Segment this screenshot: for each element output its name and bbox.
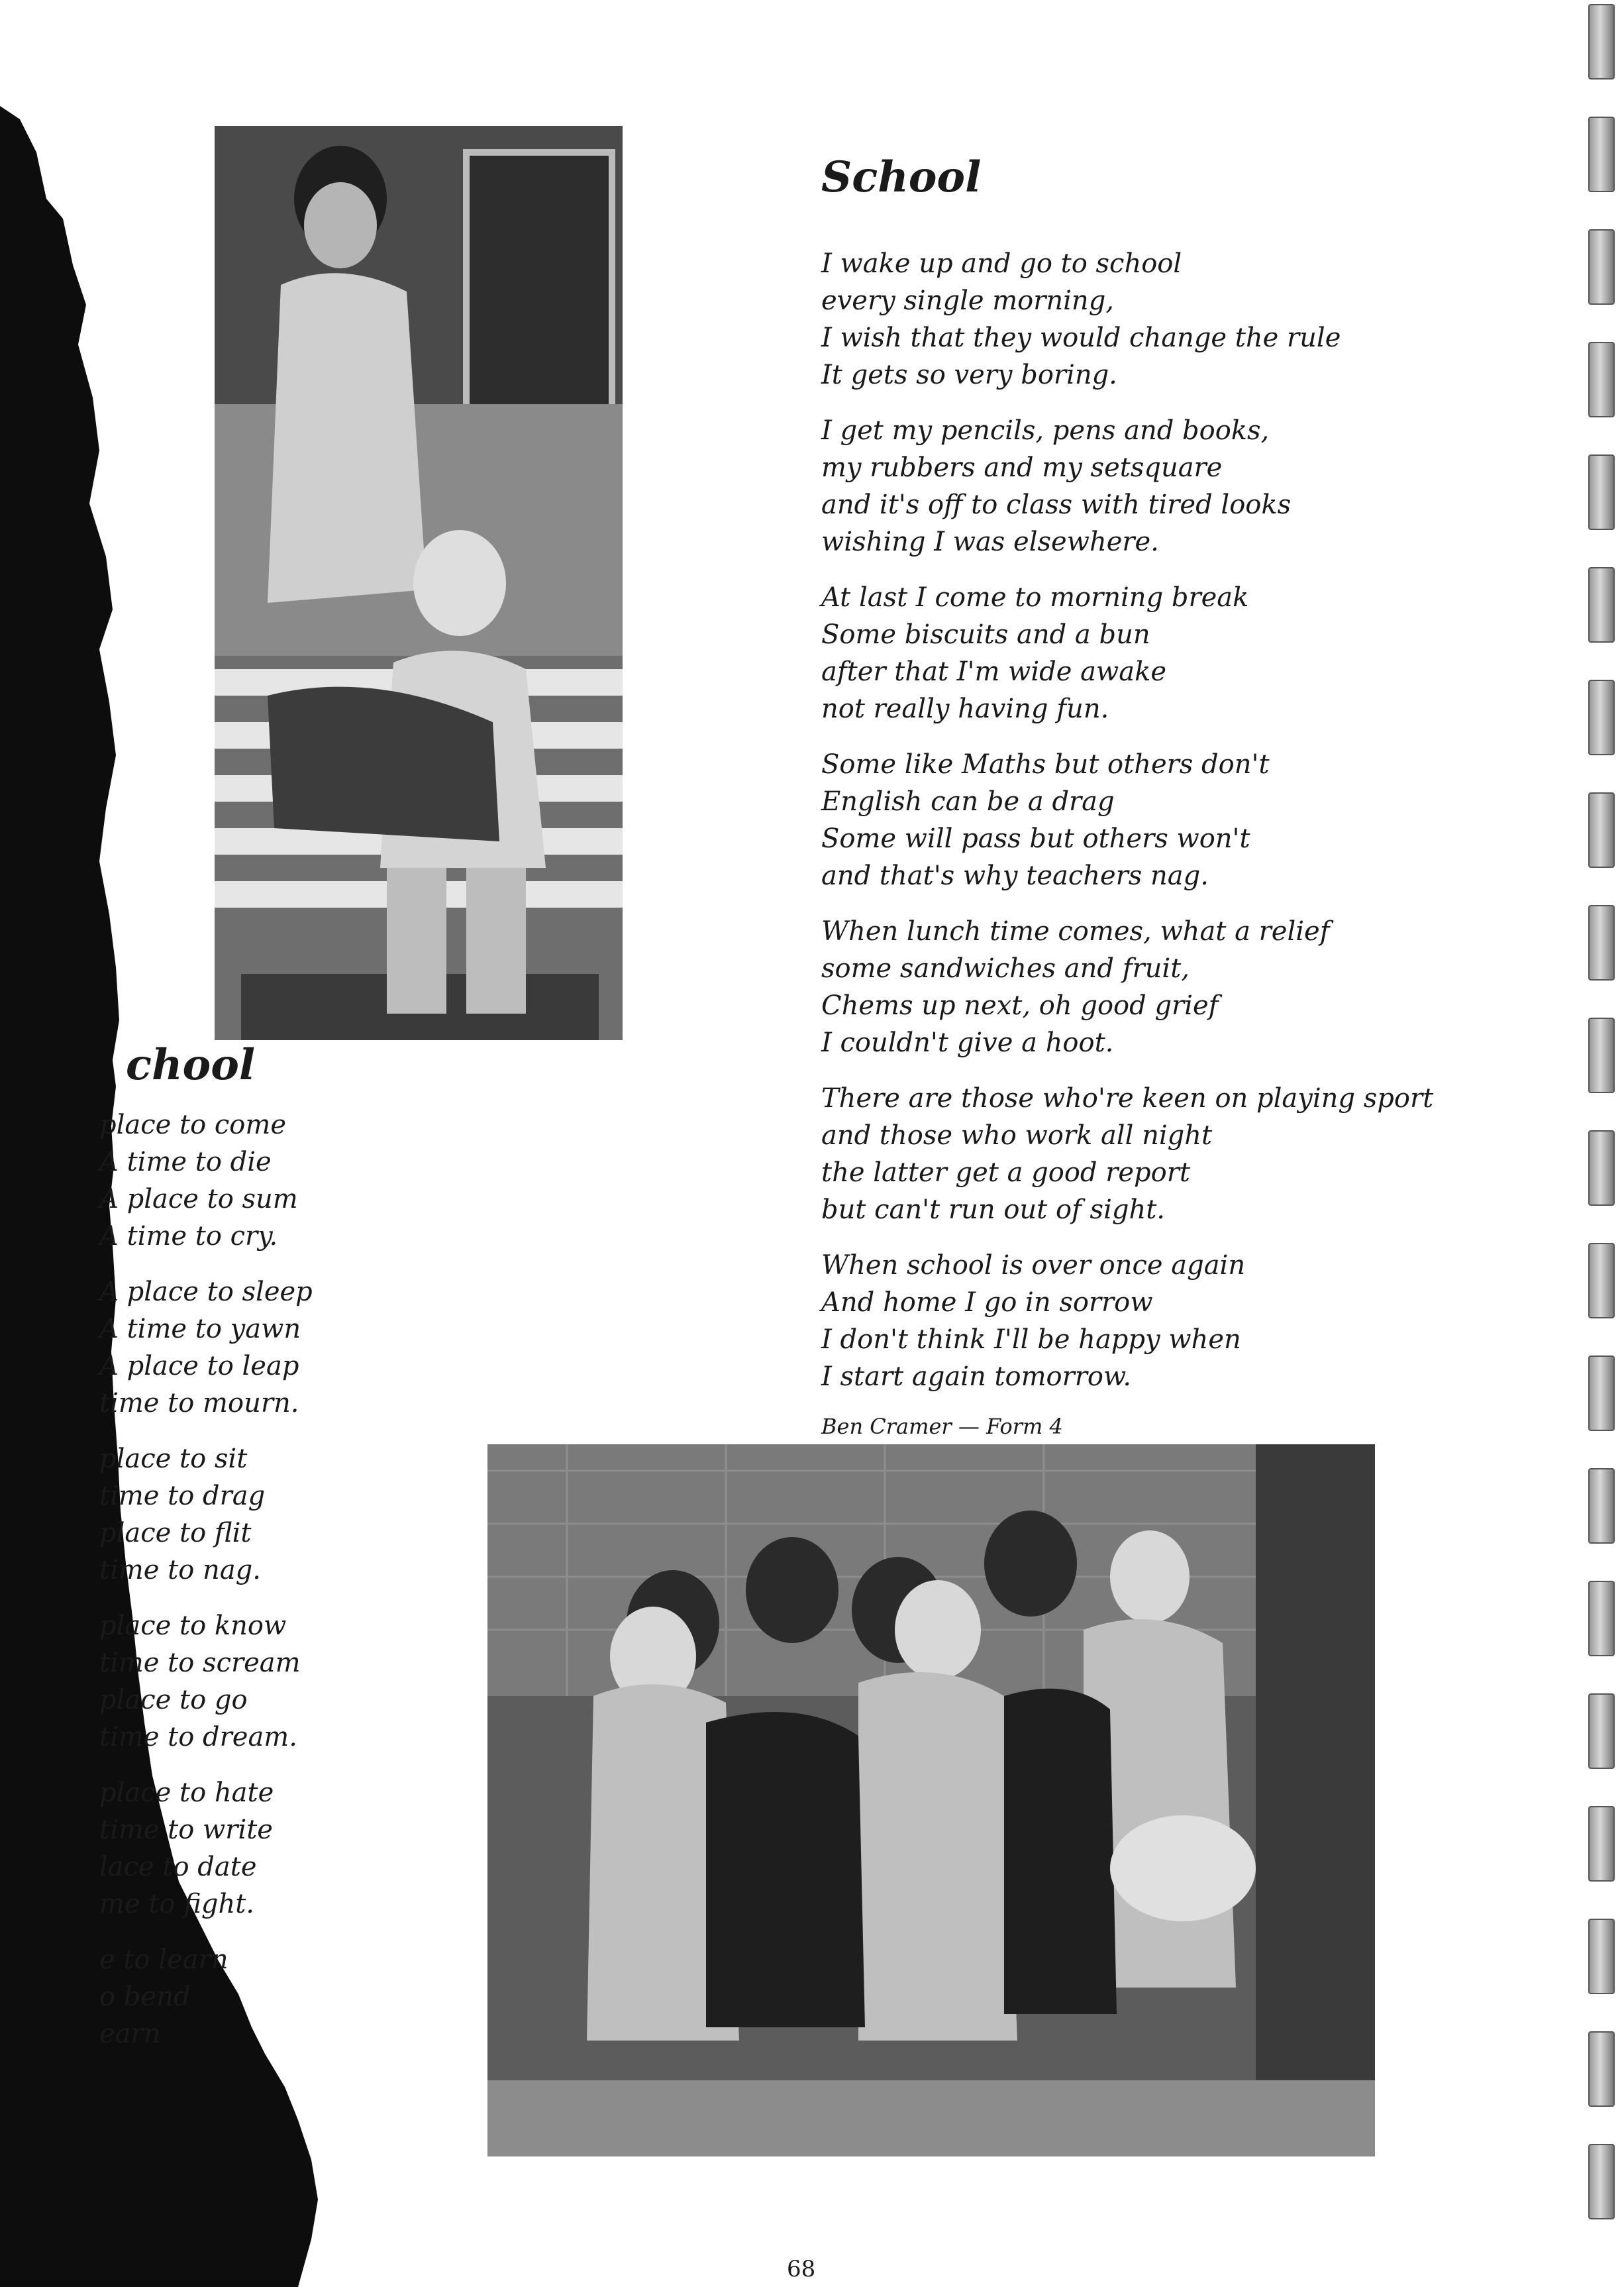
poem-line: some sandwiches and fruit, [821,953,1190,984]
poem-line: There are those who're keen on playing sport [821,1083,1434,1114]
poem-stanza [99,1941,338,2052]
poem-line: A time to cry. [99,1221,278,1251]
poem-line: every single morning, [821,286,1115,316]
poem-main [821,245,1434,1439]
binding-hole [1588,1356,1615,1431]
binding-hole [1588,1018,1615,1093]
binding-hole [1588,1919,1615,1994]
poem-stanza [99,1774,338,1923]
poem-stanza [821,913,1417,1061]
binding-hole [1588,2031,1615,2107]
poem-line: time to write [99,1815,273,1845]
poem-line: place to hate [99,1778,274,1808]
poem-author: Ben Cramer — Form 4 [821,1414,1063,1439]
binding-hole [1588,1581,1615,1656]
poem-line: When lunch time comes, what a relief [821,916,1330,947]
binding-hole [1588,1243,1615,1318]
boys-boarding-bus-photo [215,126,623,1040]
binding-hole [1588,2144,1615,2219]
poem-line: Some like Maths but others don't [821,749,1270,780]
poem-stanza [99,1273,338,1422]
poem-line: I don't think I'll be happy when [821,1324,1241,1355]
poem-stanza [821,412,1417,560]
poem-line: e to learn [99,1944,228,1975]
spiral-binding [1582,0,1621,2287]
poem-line: o bend [99,1982,191,2012]
poem-line: It gets so very boring. [821,360,1117,390]
poem-line: When school is over once again [821,1250,1246,1281]
poem-line: lace to date [99,1852,257,1882]
poem-line: my rubbers and my setsquare [821,452,1223,483]
students-crowd-photo [487,1444,1375,2156]
poem-line: place to flit [99,1518,252,1548]
poem-line: and it's off to class with tired looks [821,490,1292,520]
binding-hole [1588,905,1615,981]
poem-line: wishing I was elsewhere. [821,527,1159,557]
poem-line: I couldn't give a hoot. [821,1028,1114,1058]
poem-line: A place to sum [99,1184,298,1214]
binding-hole [1588,117,1615,192]
poem-line: Chems up next, oh good grief [821,990,1219,1021]
poem-stanza [99,1106,338,1255]
poem-stanza [99,1607,338,1756]
binding-hole [1588,1806,1615,1882]
poem-line: A time to die [99,1147,272,1177]
poem-line: but can't run out of sight. [821,1195,1166,1225]
poem-line: I start again tomorrow. [821,1361,1132,1392]
poem-line: time to drag [99,1481,266,1511]
photo-illustration [487,1444,1375,2156]
poem-line: place to know [99,1611,287,1641]
poem-line: A time to yawn [99,1314,301,1344]
binding-hole [1588,1693,1615,1769]
poem-line: place to go [99,1685,248,1715]
poem-line: after that I'm wide awake [821,657,1167,687]
poem-line: I wish that they would change the rule [821,323,1341,353]
binding-hole [1588,1130,1615,1206]
binding-hole [1588,792,1615,868]
poem-title-left: chool [126,1040,256,1090]
poem-line: and that's why teachers nag. [821,861,1209,891]
page-number: 68 [787,2256,816,2282]
poem-line: time to scream [99,1648,301,1678]
poem-stanza [821,1080,1434,1228]
poem-stanza [821,579,1417,727]
poem-line: At last I come to morning break [821,582,1249,613]
poem-line: Some will pass but others won't [821,824,1250,854]
binding-hole [1588,680,1615,755]
binding-hole [1588,4,1615,80]
poem-line: And home I go in sorrow [821,1287,1153,1318]
poem-line: place to come [99,1110,286,1140]
binding-hole [1588,567,1615,643]
poem-stanza [821,1247,1417,1395]
poem-line: time to nag. [99,1555,261,1585]
poem-line: I get my pencils, pens and books, [821,415,1270,446]
poem-line: time to mourn. [99,1388,299,1418]
binding-hole [1588,229,1615,305]
poem-stanza [821,746,1417,894]
binding-hole [1588,1468,1615,1544]
poem-line: earn [99,2019,161,2049]
poem-line: and those who work all night [821,1120,1213,1151]
poem-stanza [821,245,1417,394]
poem-line: Some biscuits and a bun [821,619,1150,650]
poem-line: the latter get a good report [821,1157,1190,1188]
poem-title-school: School [821,152,982,202]
poem-left [99,1106,338,2071]
poem-line: not really having fun. [821,694,1109,724]
binding-hole [1588,454,1615,530]
binding-hole [1588,342,1615,417]
poem-line: time to dream. [99,1722,297,1752]
poem-line: A place to sleep [99,1277,313,1307]
poem-stanza [99,1440,338,1589]
poem-line: place to sit [99,1444,248,1474]
poem-line: English can be a drag [821,786,1115,817]
poem-line: I wake up and go to school [821,248,1182,279]
photo-illustration [215,126,623,1040]
poem-line: A place to leap [99,1351,299,1381]
poem-line: me to fight. [99,1889,255,1919]
